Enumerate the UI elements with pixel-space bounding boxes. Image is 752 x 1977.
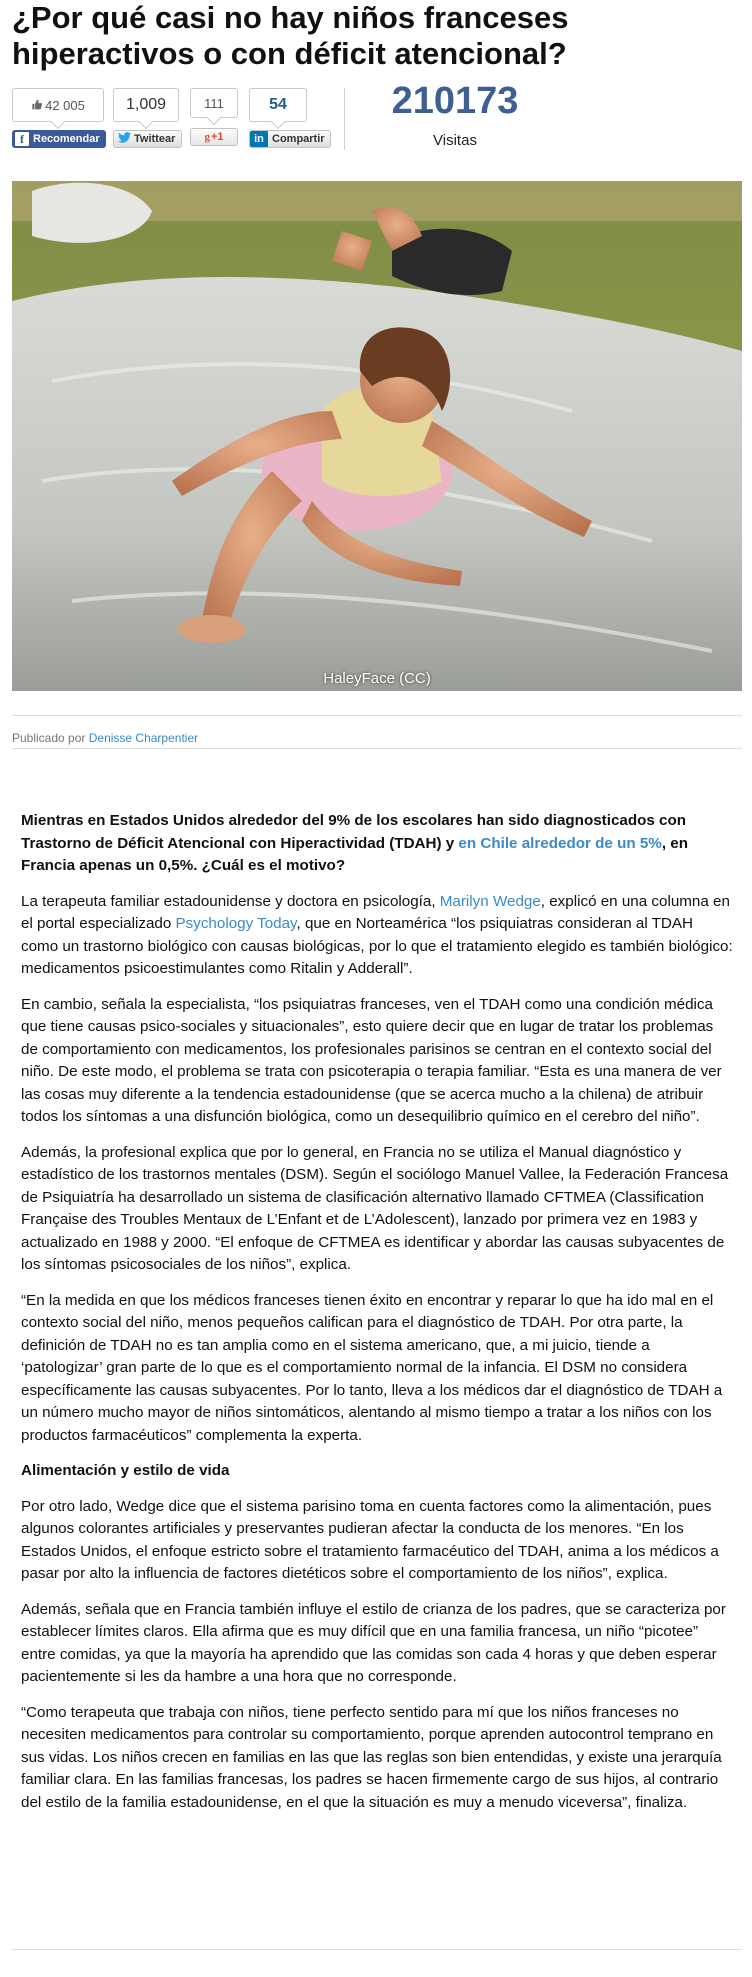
facebook-icon: f bbox=[15, 132, 29, 146]
hero-image bbox=[12, 181, 742, 691]
twitter-tweet-label: Twittear bbox=[134, 133, 176, 145]
article-lead bbox=[21, 810, 733, 878]
linkedin-count: 54 bbox=[269, 96, 287, 113]
linkedin-share-label: Compartir bbox=[272, 133, 325, 145]
twitter-tweet-button[interactable] bbox=[113, 130, 182, 148]
lead-text-2: , en Francia apenas un 0,5%. ¿Cuál es el motivo? bbox=[21, 834, 688, 874]
marilyn-wedge-link[interactable]: Marilyn Wedge bbox=[439, 892, 541, 910]
facebook-recommend-label: Recomendar bbox=[33, 133, 100, 145]
p1-text-1: La terapeuta familiar estadounidense y doctora en psicología, bbox=[21, 892, 440, 910]
visits-label: Visitas bbox=[433, 132, 477, 149]
visits-count: 210173 bbox=[391, 80, 519, 122]
facebook-count-bubble bbox=[12, 88, 104, 122]
article-bottom-divider bbox=[12, 1949, 742, 1950]
twitter-count: 1,009 bbox=[125, 96, 167, 113]
googleplus-icon: g bbox=[204, 131, 210, 143]
byline-bottom-divider bbox=[12, 748, 742, 749]
chile-5-percent-link[interactable]: en Chile alrededor de un 5% bbox=[458, 834, 662, 852]
thumbs-up-icon bbox=[31, 98, 42, 113]
hero-photo-illustration bbox=[12, 181, 742, 691]
paragraph-4: “En la medida en que los médicos franceses tienen éxito en encontrar y reparar lo que ha ido mal en el contexto social del niño, menos pequeños califican para el diagnóstico de TDAH. Por otra parte, la definición de TDAH no es tan amplia como en el sistema americano, que, a mi juicio, tiende a ‘patologizar’ gran parte de lo que es el comportamiento normal de la infancia. El DSM no considera específicamente las causas subyacentes. Por lo tanto, lleva a los médicos dar el diagnóstico de TDAH a un número mucho mayor de niños sintomáticos, alentando al mismo tiempo a tratar a los niños con los productos farmacéuticos” complementa la experta. bbox=[21, 1291, 723, 1444]
article-body bbox=[21, 810, 733, 1827]
p1-text-2: , explicó en una columna en el portal especializado bbox=[21, 892, 730, 932]
paragraph-6: Además, señala que en Francia también influye el estilo de crianza de los padres, que se caracteriza por establecer límites claros. Ella afirma que es muy difícil que en una familia francesa, un niño “picotee” entre comidas, ya que la mayoría ha aprendido que las comidas son cada 4 horas y que deben esperar pacientemente si les da hambre a una hora que no corresponde. bbox=[21, 1600, 726, 1685]
linkedin-count-bubble bbox=[249, 88, 307, 122]
twitter-count-bubble bbox=[113, 88, 179, 122]
psychology-today-link[interactable]: Psychology Today bbox=[175, 915, 297, 932]
linkedin-share-button[interactable] bbox=[249, 130, 331, 148]
facebook-recommend-button[interactable] bbox=[12, 130, 106, 148]
googleplus-count-bubble bbox=[190, 88, 238, 118]
paragraph-3: Además, la profesional explica que por lo general, en Francia no se utiliza el Manual diagnóstico y estadístico de los trastornos mentales (DSM). Según el sociólogo Manuel Vallee, la Federación Francesa de Psiquiatría ha desarrollado un sistema de clasificación alternativo llamado CFTMEA (Classification Française des Troubles Mentaux de L’Enfant et de L’Adolescent), lanzado por primera vez en 1983 y actualizado en 1988 y 2000. “El enfoque de CFTMEA es identificar y abordar las causas subyacentes de los síntomas psicosociales de los niños”, explica. bbox=[21, 1143, 729, 1273]
googleplus-count: 111 bbox=[204, 95, 224, 111]
byline-prefix: Publicado por bbox=[12, 731, 86, 745]
paragraph-2: En cambio, señala la especialista, “los psiquiatras franceses, ven el TDAH como una condición médica que tiene causas psico-sociales y situacionales”, esto quiere decir que en lugar de tratar los problemas de comportamiento con medicamentos, los profesionales parisinos se centran en el contexto social del niño. De este modo, el problema se trata con psicoterapia o terapia familiar. “Esta es una manera de ver las cosas muy diferente a la tendencia estadounidense (que se acerca mucho a la chilena) de atribuir todos los síntomas a una disfunción biológica, como un desequilibrio químico en el cerebro del niño”. bbox=[21, 995, 722, 1125]
paragraph-1 bbox=[21, 891, 733, 981]
googleplus-label: +1 bbox=[210, 131, 224, 143]
hero-caption: HaleyFace (CC) bbox=[323, 670, 431, 687]
p1-text-3: , que en Norteamérica “los psiquiatras consideran al TDAH como un trastorno biológico con causas biológicas, por lo que el tratamiento elegido es también biológico: medicamentos psicoestimulantes como Ritalin y Adderall”. bbox=[21, 915, 733, 977]
share-divider bbox=[344, 88, 345, 150]
twitter-bird-icon bbox=[118, 132, 131, 146]
lead-text-1: Mientras en Estados Unidos alrededor del 9% de los escolares han sido diagnosticados con Trastorno de Déficit Atencional con Hiperactividad (TDAH) y bbox=[21, 812, 687, 852]
section-subheading: Alimentación y estilo de vida bbox=[21, 1462, 230, 1479]
byline bbox=[12, 731, 198, 745]
linkedin-icon: in bbox=[250, 131, 268, 147]
googleplus-button[interactable] bbox=[190, 128, 238, 146]
paragraph-7: “Como terapeuta que trabaja con niños, tiene perfecto sentido para mí que los niños franceses no necesiten medicamentos para controlar su comportamiento, porque aprenden autocontrol temprano en sus vidas. Los niños crecen en familias en las que las reglas son bien entendidas, y existe una jerarquía familiar clara. En las familias francesas, los padres se hacen firmemente cargo de sus hijos, al contrario del estilo de la familia estadounidense, en el que la situación es muy a menudo viceversa”, finaliza. bbox=[21, 1703, 722, 1811]
paragraph-5: Por otro lado, Wedge dice que el sistema parisino toma en cuenta factores como la alimentación, pues algunos colorantes artificiales y preservantes pudieran afectar la conducta de los menores. “En los Estados Unidos, el enfoque estricto sobre el tratamiento farmacéutico del TDAH, anima a los médicos a pasar por alto la influencia de factores dietéticos sobre el comportamiento de los niños”, explica. bbox=[21, 1497, 719, 1582]
author-link[interactable]: Denisse Charpentier bbox=[88, 731, 199, 745]
facebook-count: 42 005 bbox=[45, 97, 85, 113]
byline-top-divider bbox=[12, 715, 742, 716]
page-title: ¿Por qué casi no hay niños franceses hiperactivos o con déficit atencional? bbox=[12, 0, 569, 71]
